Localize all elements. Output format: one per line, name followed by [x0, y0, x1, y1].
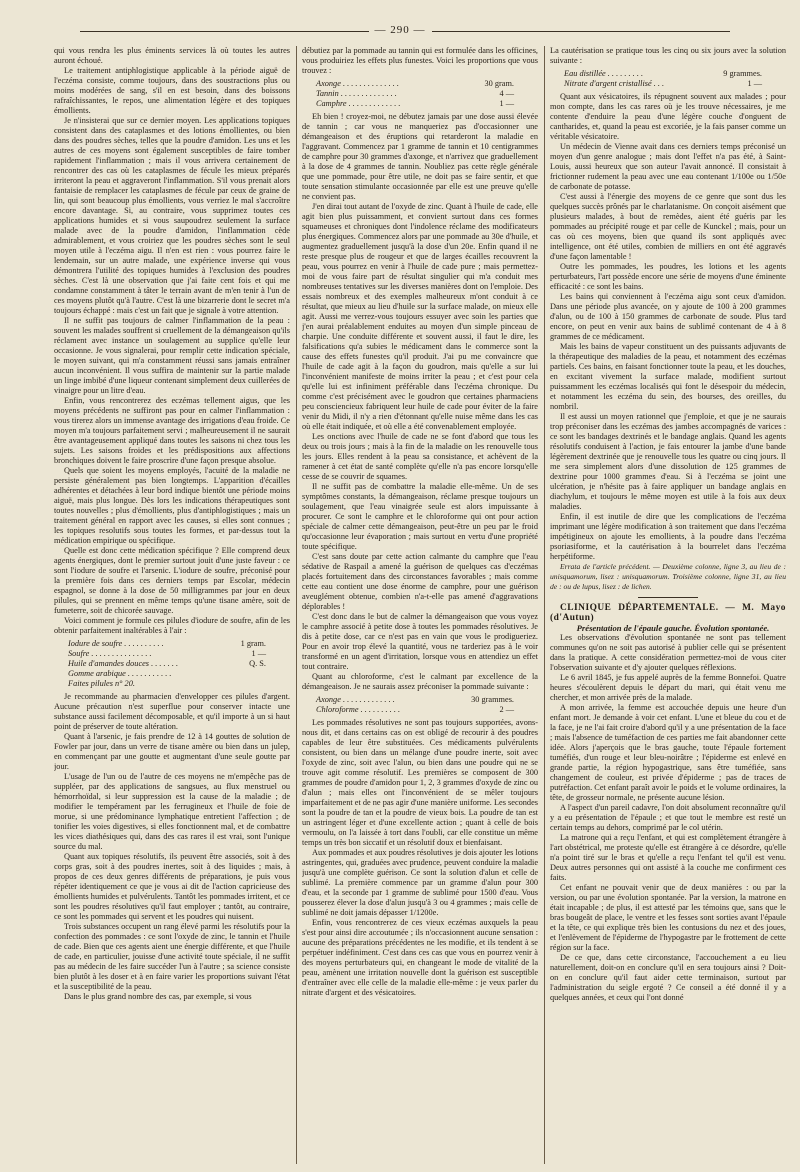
formula-ingredient: Camphre . . . . . . . . . . . . . — [316, 99, 401, 108]
prescription-formula — [316, 695, 538, 715]
paragraph: Je recommande au pharmacien d'envelopper ces pilules d'argent. Aucune précaution n'est superflue pour conserver intacte une substance aussi facilement décomposable, et qu'il importe à un si haut point de préserver de toute altération. — [54, 692, 290, 731]
paragraph: débutiez par la pommade au tannin qui est formulée dans les officines, vous produiriez les effets plus funestes. Voici les proportions que vous trouvez : — [302, 46, 538, 75]
formula-ingredient: Axonge . . . . . . . . . . . . . — [316, 695, 395, 704]
paragraph: Il ne suffit pas toujours de calmer l'inflammation de la peau : souvent les malades souffrent si cruellement de la démangeaison qu'ils réclament avec instance un soulagement au supplice qu'elle leur occasionne. Je vous signalerai, pour remplir cette indication spéciale, le moyen suivant, qui m'a constamment réussi sans jamais entraîner aucun inconvénient. Il vous suffira de maintenir sur la partie malade un linge imbibé d'une liqueur contenant simplement deux cuillerées de vinaigre pour un litre d'eau. — [54, 316, 290, 395]
column-divider-1 — [296, 46, 297, 1164]
formula-ingredient: Gomme arabique . . . . . . . . . . . — [68, 669, 172, 678]
paragraph: A l'aspect d'un pareil cadavre, l'on doit absolument reconnaître qu'il y a eu présentation de l'épaule ; et que tout le membre est resté un certain temps au dehors, comprimé par le col utérin. — [550, 803, 786, 832]
paragraph: Les observations d'évolution spontanée ne sont pas tellement communes qu'on ne soit pas autorisé à publier celle qui se présentent dans la pratique. A cette considération permettez-moi de vous citer l'observation suivante et d'y ajouter quelques réflexions. — [550, 633, 786, 672]
paragraph: Outre les pommades, les poudres, les lotions et les agents perturbateurs, l'art possède encore une série de moyens d'une éminente efficacité : ce sont les bains. — [550, 262, 786, 291]
formula-dose: 30 grammes. — [471, 695, 514, 704]
formula-dose: 2 — — [499, 705, 514, 714]
paragraph: Dans le plus grand nombre des cas, par exemple, si vous — [64, 992, 252, 1001]
paragraph: De ce que, dans cette circonstance, l'accouchement a eu lieu naturellement, doit-on en conclure qu'il en sera toujours ainsi ? Doit-on en conclure qu'il faut aider cette terminaison, surtout par l'administration du seigle ergoté ? Ce conseil a été donné il y a quelques années, et ceux qui l'ont donné — [550, 953, 786, 1002]
paragraph: C'est aussi à l'énergie des moyens de ce genre que sont dus les quelques succès prônés par le charlatanisme. On conçoit aisément que plusieurs malades, à bout de remèdes, aient été guéris par les pommades au précipité rouge et par celle de Kunckel ; mais, pour un cas où ces moyens, bien que quand ils sont appliqués avec intelligence, ont été utiles, combien de milliers en ont été aggravés d'une façon lamentable ! — [550, 192, 786, 261]
paragraph: Il est aussi un moyen rationnel que j'emploie, et que je ne saurais trop préconiser dans les eczémas des jambes accompagnés de varices : ce sont les bandages dextrinés et le bandage anglais. Quand les agents résolutifs conduisent à l'action, je fais entourer la jambe d'une bande légèrement dextrinée que je renouvelle tous les quatre ou cinq jours. Il me sera simplement alors d'une dissolution de 125 grammes de dextrine pour 1000 grammes d'eau. Si à l'eczéma se joint une ulcération, je n'hésite pas à faire appliquer un bandage anglais en diachylum, et toujours le même moyen est utile à la fois aux deux maladies. — [550, 412, 786, 511]
formula-row — [564, 69, 786, 79]
paragraph: Cet enfant ne pouvait venir que de deux manières : ou par la version, ou par une évolution spontanée. Par la version, la matrone en était incapable ; de plus, il est attesté par les témoins que, sans que le bras bougeât de place, le ventre et les fesses sont sorties avant l'épaule et la tête, ce qui explique très bien les contusions du nez et des joues, et l'enlèvement de l'épiderme de l'hypogastre par le frottement de cette région sur la face. — [550, 883, 786, 952]
formula-dose: Q. S. — [249, 659, 266, 668]
prescription-formula — [564, 69, 786, 89]
formula-dose: 4 — — [499, 89, 514, 98]
formula-ingredient: Axonge . . . . . . . . . . . . . . — [316, 79, 399, 88]
paragraph: Quant à l'arsenic, je fais prendre de 12 à 14 gouttes de solution de Fowler par jour, dans un verre de tisane amère ou bien dans un julep, en commençant par une goutte et augmentant d'une seule goutte par jour. — [54, 732, 290, 771]
paragraph: L'usage de l'un ou de l'autre de ces moyens ne m'empêche pas de suppléer, par des applications de sangsues, au flux menstruel ou hémorrhoïdal, si leur suppression est la cause de la maladie ; de modifier le tempérament par les ferrugineux et l'huile de foie de morue, si une prédominance lymphatique entretient l'affection ; de tonifier les voies digestives, si elles fonctionnent mal, et de combattre les vices diathésiques qui, dans des cas rares il est vrai, sont l'unique source du mal. — [54, 772, 290, 851]
paragraph: Un médecin de Vienne avait dans ces derniers temps préconisé un moyen d'un genre analogue ; mais dont l'effet n'a pas été, à Saint-Louis, aussi heureux que son auteur l'avait annoncé. Il consistait à frictionner rudement la peau avec une eau contenant 1/100e ou 1/50e de carbonate de potasse. — [550, 142, 786, 191]
formula-dose: 30 gram. — [484, 79, 514, 88]
formula-row — [316, 89, 538, 99]
paragraph: Enfin, vous rencontrerez de ces vieux eczémas auxquels la peau s'est pour ainsi dire accoutumée ; ils n'occasionnent aucune sensation : aucune des préparations précédentes ne les modifie, et ils tendent à se perpétuer indéfiniment. C'est dans ces cas que vous en pourrez venir à des moyens perturbateurs qui, en changeant le mode de vitalité de la peau, amènent une irritation nouvelle dont la guérison est susceptible d'entraîner avec elle celle de la maladie elle-même : je veux parler du nitrate d'argent et des vésicatoires. — [302, 918, 538, 997]
formula-ingredient: Tannin . . . . . . . . . . . . . . — [316, 89, 397, 98]
column-divider-2 — [544, 46, 545, 1164]
formula-row — [68, 649, 290, 659]
formula-ingredient: Huile d'amandes douces . . . . . . . — [68, 659, 179, 668]
paragraph: Mais les bains de vapeur constituent un des puissants adjuvants de la thérapeutique des maladies de la peau, et notamment des eczémas partiels. Ces bains, en faisant fonctionner toute la peau, et les douches, en excitant vivement la surface malade, modifient surtout puissamment les eczémas localisés qui font le désespoir du médecin, et notamment les eczéma du sein, des bourses, des oreilles, du nombril. — [550, 342, 786, 411]
formula-dose: 1 — — [747, 79, 762, 88]
formula-row — [316, 695, 538, 705]
paragraph: Les pommades résolutives ne sont pas toujours supportées, avons-nous dit, et dans certains cas on est obligé de recourir à des poudres capables de leur être substituées. Ces médicaments pulvérulents consistent, ou bien dans un mélange d'une poudre inerte, soit avec l'oxyde de zinc, soit avec l'alun, ou bien dans une poudre qui ne se trouve agit comme résolutif. Les premières se composent de 300 grammes de poudre d'amidon pour 1, 2, 3 grammes d'oxyde de zinc ou d'alun ; mais elles ont l'inconvénient de se mêler toujours imparfaitement et de ne pas agir d'une manière uniforme. Les secondes sont la poudre de tan et la poudre de vieux bois. La poudre de tan est un astringent léger et d'une excellente action ; quant à celle de bois vermoulu, on l'a laissée à tort dans l'oubli, car elle constitue un même temps un très bon siccatif et un résolutif doux et bienfaisant. — [302, 718, 538, 847]
paragraph: La matrone qui a reçu l'enfant, et qui est complètement étrangère à l'art obstétrical, me proteste qu'elle est étrangère à ce désordre, qu'elle n'a point tiré sur le bras et qu'elle a reçu l'enfant tel qu'il est venu. Deux autres personnes qui ont assisté à la couche me confirment ces faits. — [550, 833, 786, 882]
paragraph: Quels que soient les moyens employés, l'acuité de la maladie ne persiste généralement pas bien longtemps. L'apparition d'écailles adhérentes et détachées à leur bord indique bientôt une période moins aiguë, mais plus longue. Dès lors les indications thérapeutiques sont toutes nouvelles ; plus d'émollients, plus d'antiphlogistiques ; mais un traitement général en rapport avec les causes, si elles sont connues ; les topiques resolutifs sous toutes les formes, et par-dessus tout la médication empirique ou spécifique. — [54, 466, 290, 545]
paragraph: C'est donc dans le but de calmer la démangeaison que vous voyez le camphre associé à petite dose à toutes les pommades résolutives. Je dis à petite dose, car ce n'est pas en vain que vous le prodigueriez. Pour en avoir trop élevé la quantité, vous ne tarderiez pas à le voir transformé en un agent d'irritation, lorsque vous en attendiez un effet tout contraire. — [302, 612, 538, 671]
formula-ingredient: Soufre . . . . . . . . . . . . . . . — [68, 649, 152, 658]
paragraph: Quant aux topiques résolutifs, ils peuvent être associés, soit à des corps gras, soit à des poudres inertes, soit à des liquides ; mais, à propos de ces deux genres différents de préparations, je puis vous répéter identiquement ce que je vous ai dit de l'action capricieuse des émollients humides et pulvérulents. Tantôt les pommades irritent, et ce sont les poudres résolutives qu'il faut employer ; tantôt, au contraire, ce sont les pommades qui servent et les poudres qui nuisent. — [54, 852, 290, 921]
paragraph: qui vous rendra les plus éminents services là où toutes les autres auront échoué. — [54, 46, 290, 65]
formula-ingredient: Chloroforme . . . . . . . . . . — [316, 705, 401, 714]
formula-dose: 1 — — [251, 649, 266, 658]
paragraph: Le traitement antiphlogistique applicable à la période aiguë de l'eczéma consiste, comme toujours, dans des soustractions plus ou moins modérées de sang, s'il en est besoin, dans des boissons rafraîchissantes, le repos, une alimentation légère et des topiques émollients. — [54, 66, 290, 115]
paragraph: Quant aux vésicatoires, ils répugnent souvent aux malades ; pour mon compte, dans les cas rares où je les trouve nécessaires, je me contente d'enduire la peau d'une légère couche d'onguent de cantharides, et, quand la peau est excoriée, je la fais panser comme un véritable vésicatoire. — [550, 92, 786, 141]
formula-row — [68, 669, 290, 679]
formula-row — [68, 659, 290, 669]
paragraph: Trois substances occupent un rang élevé parmi les résolutifs pour la confection des pommades : ce sont l'oxyde de zinc, le tannin et l'huile de cade. Bien que ces agents aient une énergie différente, et que l'huile de cade, en particulier, jouisse d'une activité toute spéciale, il ne suffit pas au médecin de les faire succéder l'un à l'autre ; sa science consiste bien plutôt à les doser et à en faire varier les proportions suivant l'état et la susceptibilité de la peau. — [54, 922, 290, 991]
page-header — [0, 24, 800, 38]
column-2 — [302, 46, 538, 1164]
formula-row — [316, 705, 538, 715]
paragraph: Aux pommades et aux poudres résolutives je dois ajouter les lotions astringentes, qui, graduées avec prudence, peuvent conduire la maladie jusqu'à une complète guérison. Ce sont la solution d'alun et celle de sublimé. La première commence par un gramme d'alun pour 300 d'eau, et la seconde par 1 gramme de sublimé pour 1500 d'eau. Vous pousserez élever la dose d'alun jusqu'à 3 ou 4 grammes ; mais celle de sublimé ne doit jamais dépasser 1/1200e. — [302, 848, 538, 917]
column-3 — [550, 46, 786, 1164]
formula-row — [316, 99, 538, 109]
prescription-formula — [316, 79, 538, 109]
article-subtitle: Présentation de l'épaule gauche. Évolution spontanée. — [576, 623, 770, 633]
formula-dose: 9 grammes. — [723, 69, 762, 78]
formula-row — [316, 79, 538, 89]
errata-note: Errata de l'article précédent. — Deuxième colonne, ligne 3, au lieu de : unisquamorum, lisez : unisquamorum. Troisième colonne, ligne 31, au lieu de : ou de lupus, lisez : de lichen. — [550, 562, 786, 591]
formula-ingredient: Iodure de soufre . . . . . . . . . . — [68, 639, 164, 648]
paragraph: Enfin, il est inutile de dire que les complications de l'eczéma imprimant une légère modification à son traitement que dans l'eczéma impétigineux on ajoute les emollients, à la poudre dans l'eczéma psoriasiforme, et la cautérisation à la bourrelet dans l'eczéma herpétiforme. — [550, 512, 786, 561]
column-1 — [54, 46, 290, 1164]
formula-row — [68, 639, 290, 649]
paragraph: C'est sans doute par cette action calmante du camphre que l'eau sédative de Raspail a amené la guérison de quelques cas d'eczémas placés fortuitement dans des circonstances favorables ; mais comme cette eau contient une dose énorme de camphre, pour une guérison aveuglément obtenue, combien n'a-t-elle pas amené d'aggravations déplorables ! — [302, 552, 538, 611]
paragraph: Quelle est donc cette médication spécifique ? Elle comprend deux agents énergiques, dont le premier surtout jouit d'une juste faveur : ce sont l'iodure de soufre et l'arsenic. L'iodure de soufre, préconisé pour la première fois dans ces derniers temps par Escolar, médecin espagnol, se donne à la dose de 50 milligrammes par jour en deux pilules, qui se prennent en même temps qu'une tisane amère, soit de fumeterre, soit de chicorée sauvage. — [54, 546, 290, 615]
paragraph: Quant au chloroforme, c'est le calmant par excellence de la démangeaison. Je ne saurais assez préconiser la pommade suivante : — [302, 672, 538, 691]
paragraph: Voici comment je formule ces pilules d'iodure de soufre, afin de les obtenir parfaitement inaltérables à l'air : — [54, 616, 290, 635]
paragraph: Les bains qui conviennent à l'eczéma aigu sont ceux d'amidon. Dans une période plus avancée, on y ajoute de 100 à 200 grammes d'alun, ou de 100 à 150 grammes de carbonate de soude. Plus tard encore, on peut en venir aux bains de sublimé contenant de 4 à 8 grammes de ce médicament. — [550, 292, 786, 341]
formula-dose: 1 gram. — [240, 639, 266, 648]
section-title: CLINIQUE DÉPARTEMENTALE. — M. Mayo (d'Autun) — [550, 603, 786, 623]
formula-row — [564, 79, 786, 89]
section-separator — [638, 597, 698, 598]
paragraph: Il ne suffit pas de combattre la maladie elle-même. Un de ses symptômes constants, la démangeaison, réclame presque toujours un soulagement, que l'eau vinaigrée seule est alors impuissante à procurer. Ce sont le camphre et le chloroforme qui ont pour action spéciale de calmer cette démangeaison, peut-être un peu par le froid qu'occasionne leur évaporation ; mais surtout en vertu d'une propriété toute spécifique. — [302, 482, 538, 551]
paragraph: Les onctions avec l'huile de cade ne se font d'abord que tous les deux ou trois jours ; mais à la fin de la maladie on les renouvelle tous les jours. Elles rendent à la peau sa consistance, et achèvent de la ramener à cet état de santé complète qu'elle n'a pas encore lorsqu'elle cesse de se couvrir de squames. — [302, 432, 538, 481]
header-rule-right — [430, 31, 730, 32]
paragraph: J'en dirai tout autant de l'oxyde de zinc. Quant à l'huile de cade, elle agit bien plus puissamment, et convient surtout dans ces formes squameuses et chroniques dont l'indolence réclame des modificateurs plus énergiques. Commencez alors par une pommade au 30e d'huile, et augmentez graduellement jusqu'à la dose d'un 20e. Enfin quand il ne reste presque plus de rougeur et que de larges écailles recouvrent la peau, vous pourrez en venir à l'huile de cade pure ; mais permettez-moi de vous faire part de résultat singulier qui m'a conduit mes nombreuses tentatives sur les diverses manières dont on l'emploie. Des essais nombreux et des exemples malheureux m'ont conduit à ce résultat, que mieux au lieu d'huile sur la surface malade, on mieux elle agit. Aussi me verrez-vous toujours essuyer avec soin les parties que j'en aurai préalablement enduites au moyen d'un simple pinceau de charpie. Une conduite différente et souvent aussi, il faut le dire, les falsifications qu'a subies le médicament dans le commerce sont la cause des effets funestes qu'il produit. J'ai pu me convaincre que l'huile de cade agit à la façon du goudron, mais qu'elle a sur lui l'inconvénient manifeste de moins irriter la peau ; et c'est pour cela qu'elle lui est infiniment préférable dans l'eczéma chronique. Du comme c'est précisément avec le goudron que certaines pharmaciens peu consciencieux fabriquent leur huile de cade pour éviter de la faire venir du Midi, il n'y a rien d'étonnant qu'elle nuise même dans les cas où elle était indiquée, et où elle a été convenablement employée. — [302, 202, 538, 431]
paragraph: Je n'insisterai que sur ce dernier moyen. Les applications topiques consistent dans des cataplasmes et des lotions émollientes, ou bien dans des poudres sèches, telles que la poudre d'amidon. Les uns et les autres de ces moyens sont également susceptibles de faire tomber rapidement l'inflammation ; mais il vous arrivera certainement de rencontrer des cas où les cataplasmes de fécule les mieux préparés irriteront la peau et aggraveront l'inflammation. S'il vous prenait alors fantaisie de remplacer les cataplasmes de fécule par ceux de graine de lin, qui sont beaucoup plus émollients, vous verriez le mal s'accroître encore davantage. Si, au contraire, vous supprimez toutes ces applications humides et si vous saupoudrez seulement la surface malade avec de la poudre d'amidon, l'inflammation cède admirablement, et vous croiriez que les poudres sèches sont le seul moyen utile à l'eczéma aigu. Il n'en est rien : vous pourrez faire le lendemain, sur un autre malade, une expérience inverse qui vous démontrera l'utilité des topiques humides à l'exclusion des poudres sèches. C'est là une observation que j'ai faite cent fois et qui me condamne constamment à tâter le terrain avant de m'en tenir à l'un de ces moyens plutôt qu'à l'autre. C'est là une bizarrerie dont le secret m'a toujours échappé : mais c'est un fait que je signale à votre attention. — [54, 116, 290, 315]
paragraph: La cautérisation se pratique tous les cinq ou six jours avec la solution suivante : — [550, 46, 786, 65]
paragraph: Eh bien ! croyez-moi, ne débutez jamais par une dose aussi élevée de tannin ; car vous ne manqueriez pas d'occasionner une démangeaison et des éruptions qui retarderont la maladie en l'aggravant. Commencez par 1 gramme de tannin et 10 centigrammes de camphre pour 30 grammes d'axonge, et n'arrivez que graduellement à la dose de 4 grammes de tannin. Noubliez pas cette règle générale que une pommade, pour être utile, ne doit pas se faire sentir, et que toute sensation stimulante occasionnée par elle est une preuve qu'elle ne convient pas. — [302, 112, 538, 201]
header-rule-left — [80, 31, 380, 32]
formula-row — [68, 679, 290, 689]
formula-dose: 1 — — [499, 99, 514, 108]
paragraph: Le 6 avril 1845, je fus appelé auprès de la femme Bonnefoi. Quatre heures s'écoulèrent depuis le départ du mari, qui était venu me chercher, et mon arrivée près de la malade. — [550, 673, 786, 702]
formula-ingredient: Nitrate d'argent cristallisé . . . — [564, 79, 665, 88]
paragraph: A mon arrivée, la femme est accouchée depuis une heure d'un enfant mort. Je demande à voir cet enfant. L'une et bleue du cou et de la face, je ne l'ai fait croire d'abord qu'il y a une présentation de la face ; mais l'absence de tuméfaction de ces parties me fait abandonner cette idée. Alors j'aperçois que le bras gauche, toute l'épaule fortement tuméfiés, d'un rouge et leur bleu-noirâtre ; l'épiderme est enlevé en grande partie, la région hypogastrique, sans être tuméfiée, sans changement de couleur, est privée d'épiderme ; pas de traces de putréfaction. Cet enfant paraît avoir le poids et le volume ordinaires, la tête, de grosseur normale, ne présente aucune lésion. — [550, 703, 786, 802]
paragraph: Enfin, vous rencontrerez des eczémas tellement aigus, que les moyens précédents ne suffiront pas pour en calmer l'inflammation : vous tirerez alors un immense avantage des irrigations d'eau froide. Ce moyen m'a toujours parfaitement servi ; malheureusement il ne saurait être avantageusement appliqué dans toutes les saisons ni chez tous les sujets. Les saisons froides et les prédispositions aux affections bronchiques doivent le faire proscrire d'une façon presque absolue. — [54, 396, 290, 465]
formula-ingredient: Faites pilules n° 20. — [68, 679, 135, 688]
formula-ingredient: Eau distillée . . . . . . . . . — [564, 69, 644, 78]
prescription-formula — [68, 639, 290, 689]
page-number: — 290 — — [369, 24, 432, 36]
